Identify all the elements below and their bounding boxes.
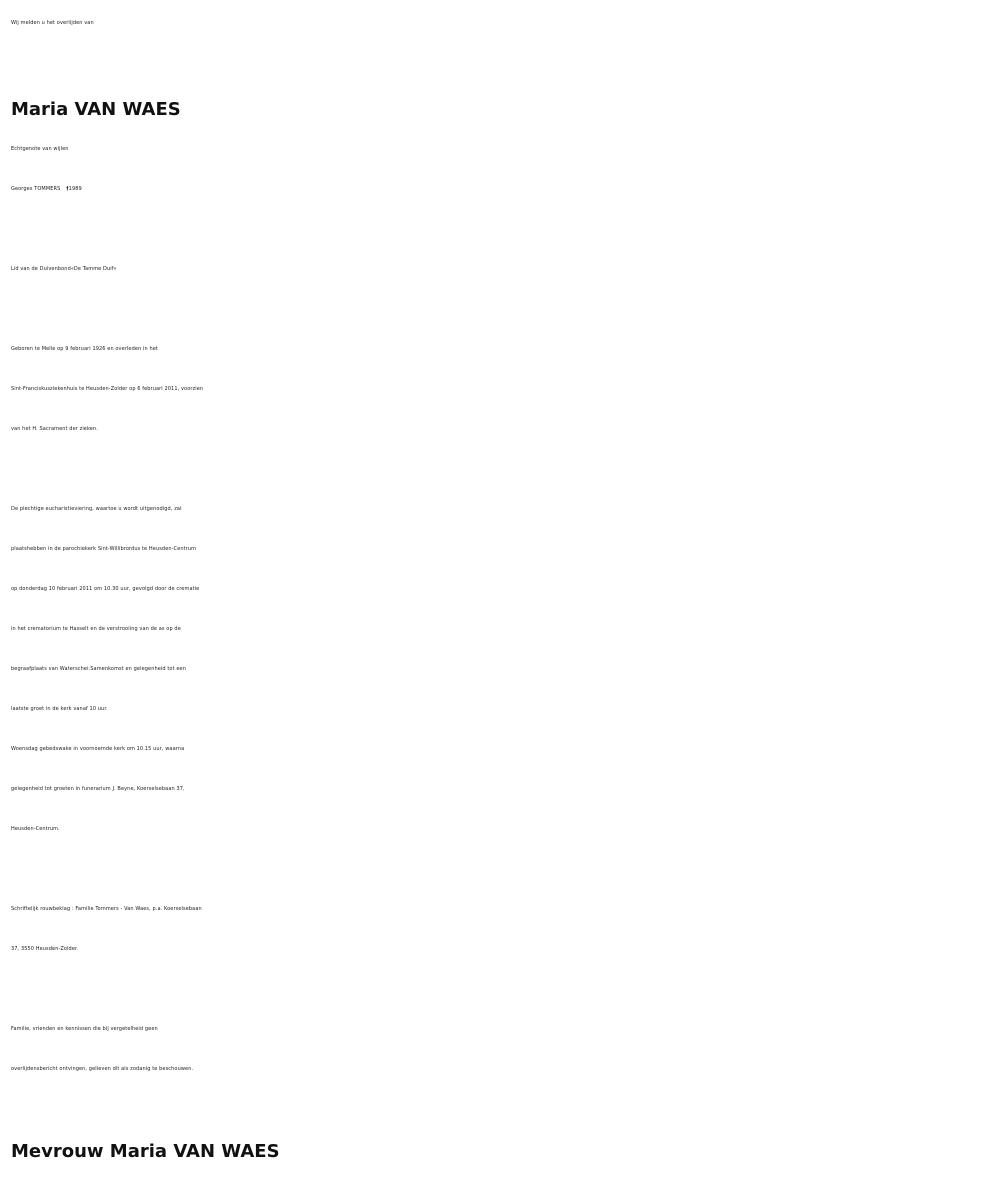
notice-paragraph [11, 1009, 996, 1089]
paragraph-line: op donderdag 10 februari 2011 om 10.30 uur, gevolgd door de crematie [11, 586, 200, 592]
paragraph-line: plaatshebben in de parochiekerk Sint-Willibrordus te Heusden-Centrum [11, 546, 197, 552]
spouse-name: Georges TOMMERS [11, 186, 61, 192]
paragraph-line: overlijdensbericht ontvingen, gelieven dit als zodanig te beschouwen. [11, 1066, 194, 1072]
paragraph-line: Familie, vrienden en kennissen die bij vergetelheid geen [11, 1026, 158, 1032]
paragraph-line: van het H. Sacrament der zieken. [11, 426, 98, 432]
membership-text: Lid van de Duivenbond«De Tamme Duif» [11, 266, 117, 272]
birth-death-paragraph [11, 329, 996, 449]
paragraph-line: Sint-Franciskusziekenhuis te Heusden-Zolder op 6 februari 2011, voorzien [11, 386, 204, 392]
spouse-line: Echtgenote van wijlen [11, 146, 69, 152]
paragraph-line: Heusden-Centrum. [11, 826, 60, 832]
paragraph-line: gelegenheid tot groeten in funerarium J. Beyne, Koerselsebaan 37, [11, 786, 185, 792]
paragraph-line: laatste groet in de kerk vanaf 10 uur. [11, 706, 108, 712]
ceremony-paragraph [11, 489, 996, 849]
paragraph-line: Woensdag gebedswake in voornoemde kerk om 10.15 uur, waarna [11, 746, 185, 752]
spouse-death-year: 1989 [68, 186, 82, 192]
paragraph-line: Geboren te Melle op 9 februari 1926 en overleden in het [11, 346, 158, 352]
obituary-document [11, 0, 996, 1177]
paragraph-line: Schriftelijk rouwbeklag : Familie Tommers - Van Waes, p.a. Koerselsebaan [11, 906, 202, 912]
paragraph-line: in het crematorium te Hasselt en de verstrooiing van de as op de [11, 626, 181, 632]
deceased-name: Maria VAN WAES [11, 99, 181, 120]
intro-text: Wij melden u het overlijden van [11, 20, 94, 26]
paragraph-line: De plechtige eucharistieviering, waartoe u wordt uitgenodigd, zal [11, 506, 182, 512]
paragraph-line: begraafplaats van Waterschei.Samenkomst en gelegenheid tot een [11, 666, 186, 672]
cross-icon: † [66, 186, 69, 192]
paragraph-line: 37, 3550 Heusden-Zolder. [11, 946, 79, 952]
closing-name: Mevrouw Maria VAN WAES [11, 1141, 280, 1162]
spouse-name-line [11, 169, 996, 209]
condolences-paragraph [11, 889, 996, 969]
